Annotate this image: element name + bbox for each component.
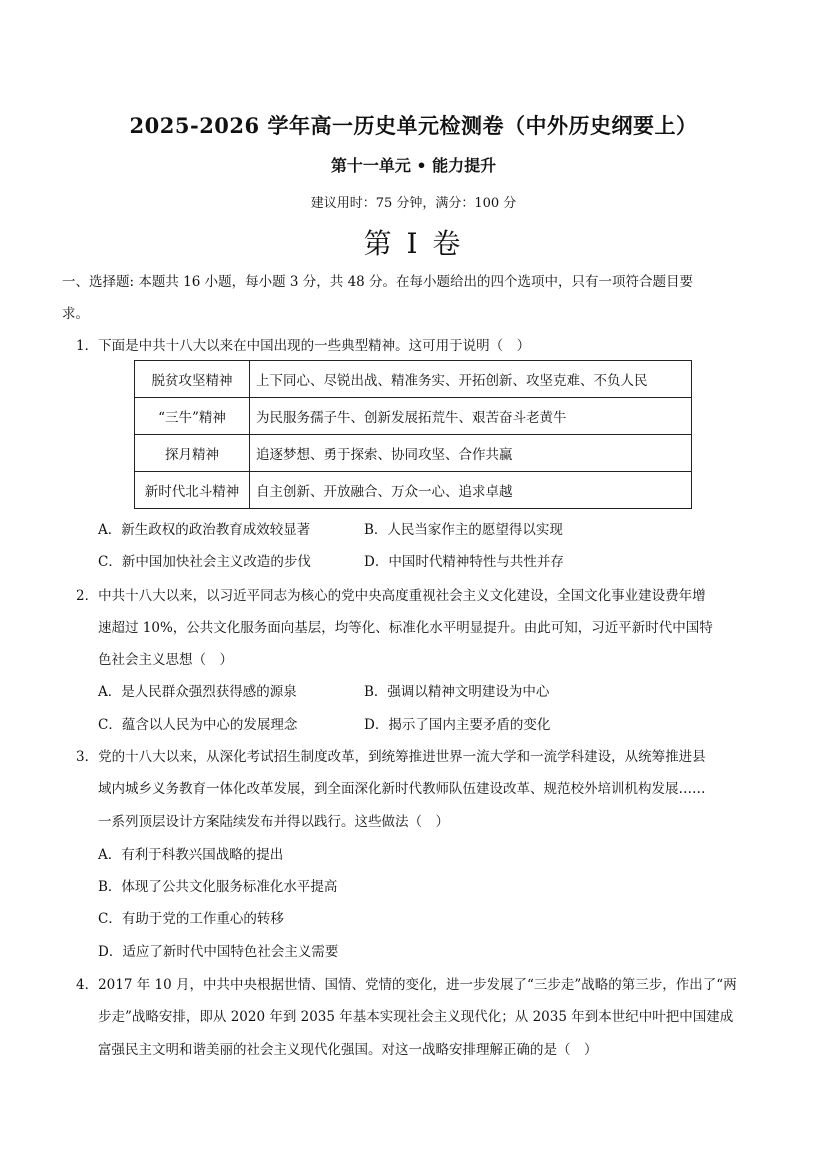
spirit-name: 探月精神 — [135, 435, 250, 472]
table-row — [135, 398, 692, 435]
spirit-table — [134, 360, 692, 509]
q2-line-2: 速超过 10%，公共文化服务面向基层，均等化、标准化水平明显提升。由此可知，习近平新时代中国特 — [98, 620, 713, 636]
q3-option-d: D．适应了新时代中国特色社会主义需要 — [98, 944, 339, 960]
spirit-content: 上下同心、尽锐出战、精准务实、开拓创新、攻坚克难、不负人民 — [250, 361, 692, 398]
q1-option-d: D．中国时代精神特性与共性并存 — [364, 554, 564, 570]
q3-line-2: 域内城乡义务教育一体化改革发展，到全面深化新时代教师队伍建设改革、规范校外培训机构发展…… — [98, 781, 706, 797]
volume-heading: 第 I 卷 — [363, 227, 464, 260]
instructions-line-1: 一、选择题: 本题共 16 小题，每小题 3 分，共 48 分。在每小题给出的四个选项中，只有一项符合题目要 — [62, 274, 694, 290]
q2-option-b: B．强调以精神文明建设为中心 — [364, 684, 550, 700]
spirit-content: 自主创新、开放融合、万众一心、追求卓越 — [250, 472, 692, 509]
q3-option-a: A．有利于科教兴国战略的提出 — [98, 847, 284, 863]
spirit-name: 脱贫攻坚精神 — [135, 361, 250, 398]
table-row — [135, 361, 692, 398]
q1-option-a: A．新生政权的政治教育成效较显著 — [98, 522, 311, 538]
unit-subtitle: 第十一单元 • 能力提升 — [330, 156, 497, 175]
instructions-line-2: 求。 — [62, 306, 89, 322]
q2-option-c: C．蕴含以人民为中心的发展理念 — [98, 717, 298, 733]
table-row — [135, 435, 692, 472]
spirit-name: 新时代北斗精神 — [135, 472, 250, 509]
time-note: 建议用时：75 分钟，满分：100 分 — [310, 196, 517, 211]
spirit-name: “三牛”精神 — [135, 398, 250, 435]
exam-title: 2025-2026 学年高一历史单元检测卷（中外历史纲要上） — [129, 113, 698, 138]
spirit-content: 为民服务孺子牛、创新发展拓荒牛、艰苦奋斗老黄牛 — [250, 398, 692, 435]
q2-line-1: 2．中共十八大以来，以习近平同志为核心的党中央高度重视社会主义文化建设，全国文化事业建设费年增 — [76, 588, 706, 604]
q4-line-1: 4．2017 年 10 月，中共中央根据世情、国情、党情的变化，进一步发展了“三步走”战略的第三步，作出了“两 — [76, 977, 737, 993]
q3-line-1: 3．党的十八大以来，从深化考试招生制度改革，到统筹推进世界一流大学和一流学科建设，从统筹推进县 — [76, 749, 706, 765]
q3-option-b: B．体现了公共文化服务标准化水平提高 — [98, 879, 338, 895]
table-row — [135, 472, 692, 509]
q4-line-3: 富强民主文明和谐美丽的社会主义现代化强国。对这一战略安排理解正确的是（ ） — [98, 1042, 598, 1058]
q1-stem: 1．下面是中共十八大以来在中国出现的一些典型精神。这可用于说明（ ） — [76, 338, 531, 354]
q1-option-c: C．新中国加快社会主义改造的步伐 — [98, 554, 311, 570]
q1-option-b: B．人民当家作主的愿望得以实现 — [364, 522, 563, 538]
q2-line-3: 色社会主义思想（ ） — [98, 652, 233, 668]
q2-option-d: D．揭示了国内主要矛盾的变化 — [364, 717, 551, 733]
q2-option-a: A．是人民群众强烈获得感的源泉 — [98, 684, 297, 700]
spirit-content: 追逐梦想、勇于探索、协同攻坚、合作共赢 — [250, 435, 692, 472]
q3-line-3: 一系列顶层设计方案陆续发布并得以践行。这些做法（ ） — [98, 814, 449, 830]
q3-option-c: C．有助于党的工作重心的转移 — [98, 911, 284, 927]
q4-line-2: 步走”战略安排，即从 2020 年到 2035 年基本实现社会主义现代化；从 2035 年到本世纪中叶把中国建成 — [98, 1009, 734, 1025]
